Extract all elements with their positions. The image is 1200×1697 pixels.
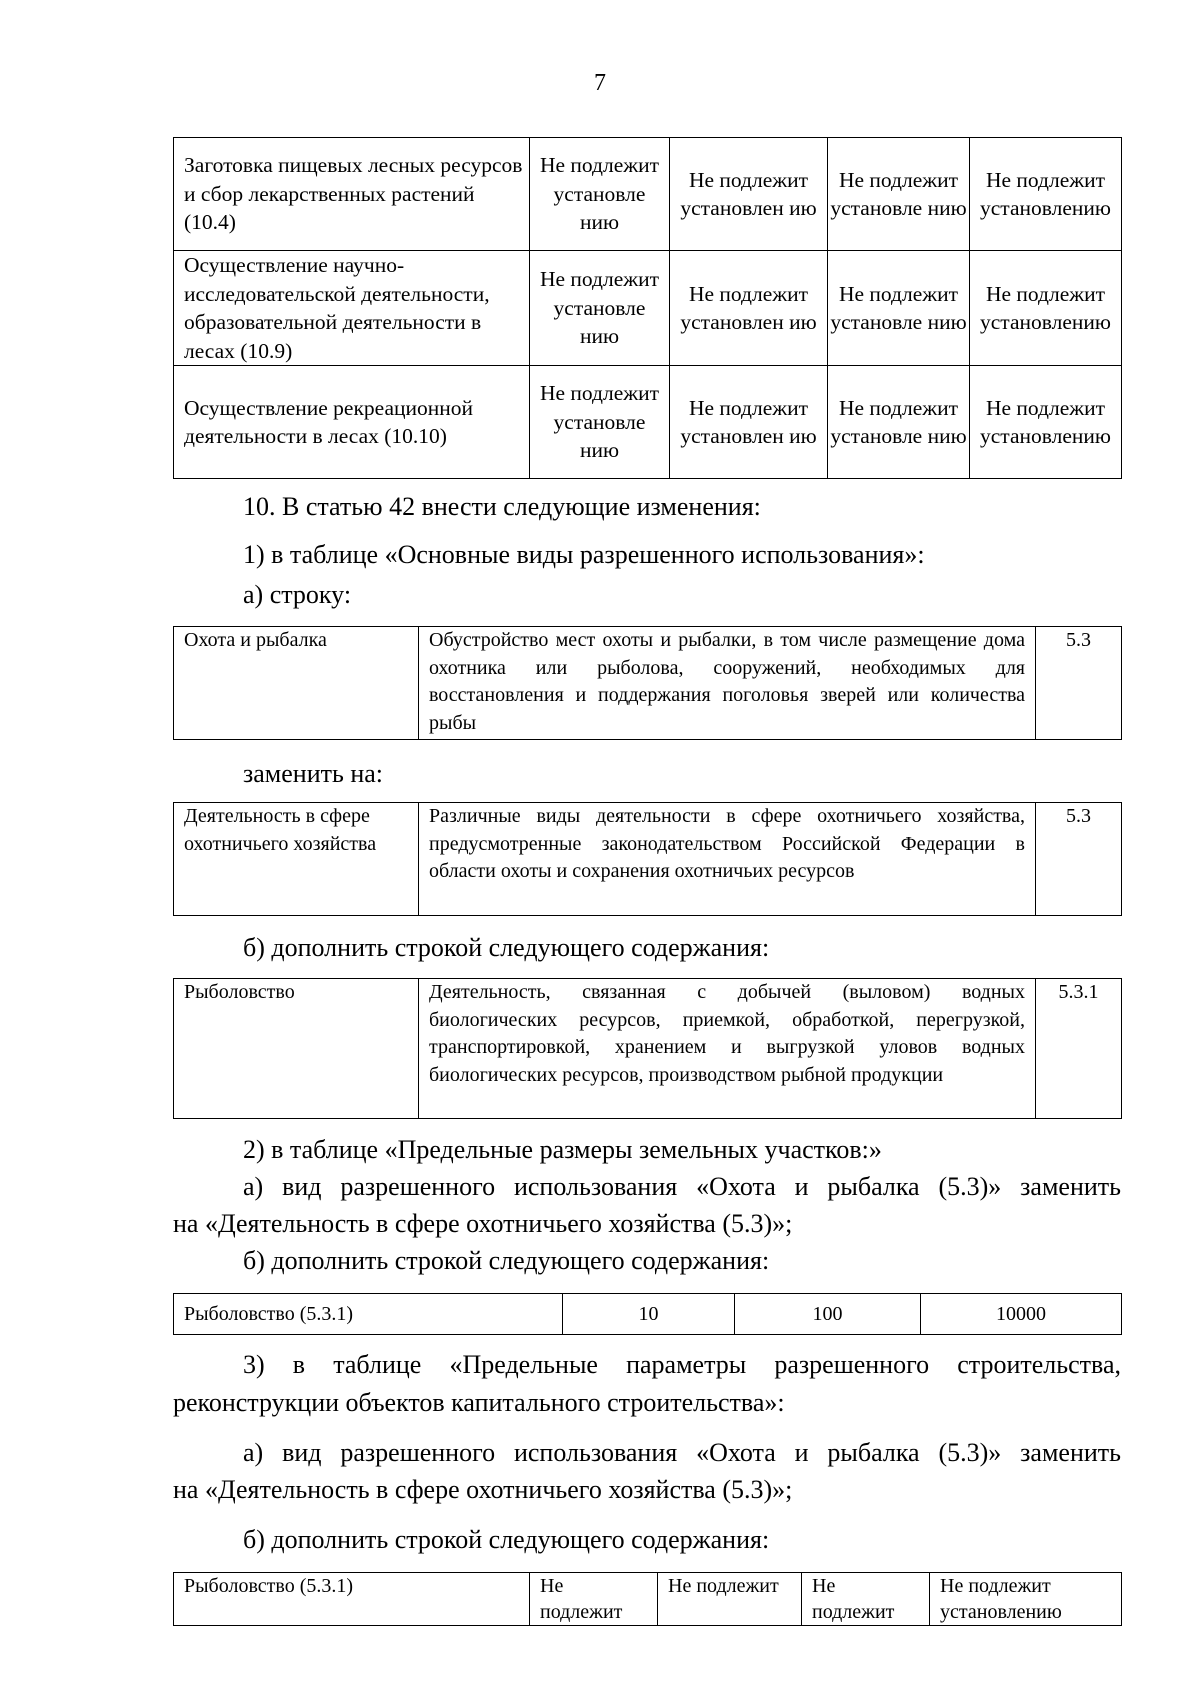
value-cell: Не подлежит установле нию bbox=[828, 138, 970, 251]
paragraph-3b: б) дополнить строкой следующего содержания: bbox=[243, 1525, 770, 1554]
value-cell: Не подлежит установле нию bbox=[530, 138, 670, 251]
paragraph-3-line1: 3) в таблице «Предельные параметры разрешенного строительства, bbox=[243, 1350, 1121, 1379]
activity-cell: Осуществление рекреационной деятельности в лесах (10.10) bbox=[174, 366, 530, 479]
replace-with-label: заменить на: bbox=[243, 759, 384, 788]
use-code-cell: 5.3 bbox=[1036, 627, 1122, 740]
use-name-cell: Рыболовство (5.3.1) bbox=[174, 1573, 530, 1626]
value-cell: Не подлежит установле нию bbox=[828, 251, 970, 366]
value-cell: Не подлежит установлению bbox=[970, 138, 1122, 251]
value-cell: Не подлежит установлению bbox=[970, 366, 1122, 479]
use-name-cell: Охота и рыбалка bbox=[174, 627, 419, 740]
value-cell: Не подлежит установлению bbox=[930, 1573, 1122, 1626]
paragraph-b: б) дополнить строкой следующего содержания: bbox=[243, 933, 770, 962]
construction-params-row-table bbox=[173, 1572, 1122, 1626]
paragraph-2a-line1: а) вид разрешенного использования «Охота и рыбалка (5.3)» заменить bbox=[243, 1172, 1121, 1201]
paragraph-2: 2) в таблице «Предельные размеры земельных участков:» bbox=[243, 1135, 882, 1164]
value-cell: 100 bbox=[735, 1294, 921, 1335]
use-name-cell: Рыболовство (5.3.1) bbox=[174, 1294, 563, 1335]
value-cell: Не подлежит установле нию bbox=[530, 251, 670, 366]
value-cell: Не подлежит установлен ию bbox=[670, 251, 828, 366]
paragraph-a: а) строку: bbox=[243, 580, 352, 609]
table-row bbox=[174, 979, 1122, 1119]
use-code-cell: 5.3.1 bbox=[1036, 979, 1122, 1119]
permitted-use-table-continuation bbox=[173, 137, 1122, 479]
use-name-cell: Рыболовство bbox=[174, 979, 419, 1119]
table-row bbox=[174, 627, 1122, 740]
land-size-row-table bbox=[173, 1293, 1122, 1335]
value-cell: Не подлежит установлению bbox=[970, 251, 1122, 366]
value-cell: Не подлежит установле нию bbox=[828, 366, 970, 479]
value-cell: Не подлежит установлен ию bbox=[670, 366, 828, 479]
fishing-row-table bbox=[173, 978, 1122, 1119]
page-number: 7 bbox=[594, 70, 606, 96]
paragraph-3a-line1: а) вид разрешенного использования «Охота и рыбалка (5.3)» заменить bbox=[243, 1438, 1121, 1467]
paragraph-2b: б) дополнить строкой следующего содержания: bbox=[243, 1246, 770, 1275]
value-cell: Не подлежит установле нию bbox=[530, 366, 670, 479]
table-row bbox=[174, 138, 1122, 251]
use-description-cell: Различные виды деятельности в сфере охотничьего хозяйства, предусмотренные законодательством Российской Федерации в области охоты и сохранения охотничьих ресурсов bbox=[419, 803, 1036, 916]
paragraph-2a-line2: на «Деятельность в сфере охотничьего хозяйства (5.3)»; bbox=[173, 1209, 793, 1238]
value-cell: Не подлежит bbox=[530, 1573, 658, 1626]
value-cell: Не подлежит установлен ию bbox=[670, 138, 828, 251]
table-row bbox=[174, 803, 1122, 916]
table-row bbox=[174, 251, 1122, 366]
value-cell: Не подлежит bbox=[658, 1573, 802, 1626]
use-code-cell: 5.3 bbox=[1036, 803, 1122, 916]
value-cell: 10000 bbox=[921, 1294, 1122, 1335]
table-row bbox=[174, 366, 1122, 479]
value-cell: Не подлежит bbox=[802, 1573, 930, 1626]
old-row-table bbox=[173, 626, 1122, 740]
activity-cell: Осуществление научно-исследовательской деятельности, образовательной деятельности в лесах (10.9) bbox=[174, 251, 530, 366]
activity-cell: Заготовка пищевых лесных ресурсов и сбор лекарственных растений (10.4) bbox=[174, 138, 530, 251]
paragraph-3a-line2: на «Деятельность в сфере охотничьего хозяйства (5.3)»; bbox=[173, 1475, 793, 1504]
paragraph-1: 1) в таблице «Основные виды разрешенного использования»: bbox=[243, 540, 925, 569]
table-row bbox=[174, 1573, 1122, 1626]
value-cell: 10 bbox=[563, 1294, 735, 1335]
paragraph-10: 10. В статью 42 внести следующие изменения: bbox=[243, 492, 761, 521]
paragraph-3-line2: реконструкции объектов капитального строительства»: bbox=[173, 1388, 785, 1417]
use-description-cell: Деятельность, связанная с добычей (выловом) водных биологических ресурсов, приемкой, обработкой, перегрузкой, транспортировкой, хранением и выгрузкой уловов водных биологических ресурсов, производством рыбной продукции bbox=[419, 979, 1036, 1119]
new-row-table bbox=[173, 802, 1122, 916]
use-description-cell: Обустройство мест охоты и рыбалки, в том числе размещение дома охотника или рыболова, сооружений, необходимых для восстановления и поддержания поголовья зверей или количества рыбы bbox=[419, 627, 1036, 740]
table-row bbox=[174, 1294, 1122, 1335]
use-name-cell: Деятельность в сфере охотничьего хозяйства bbox=[174, 803, 419, 916]
